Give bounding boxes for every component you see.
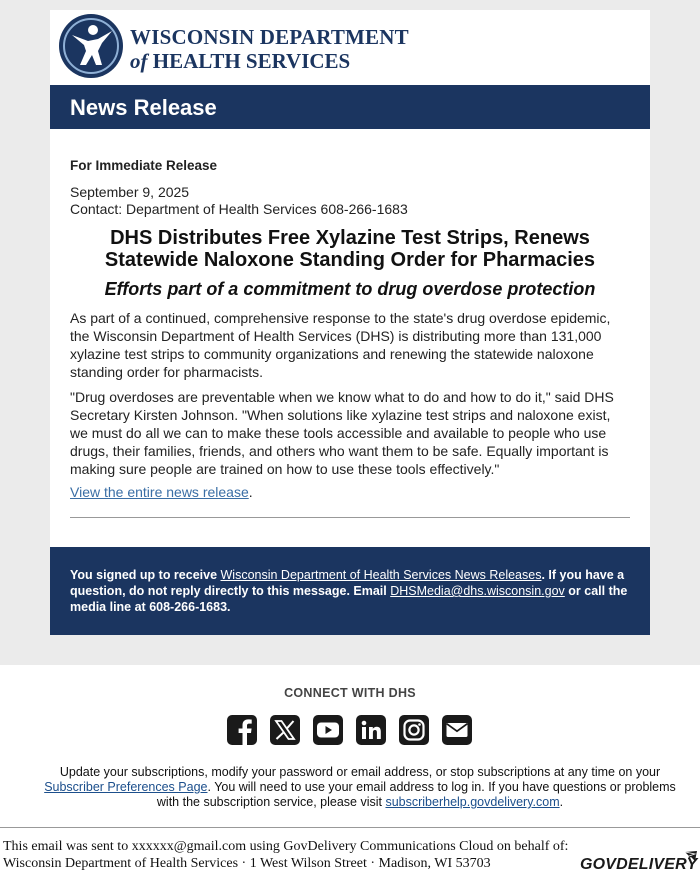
govdelivery-logo[interactable]: [580, 853, 698, 877]
content-divider: [70, 517, 630, 518]
subscription-notice-box: [50, 547, 650, 635]
govdelivery-logo-text: GOVDELIVERY: [580, 856, 698, 873]
logo-text-of: of: [130, 49, 148, 73]
subscriber-help-link[interactable]: subscriberhelp.govdelivery.com: [385, 795, 560, 809]
body-paragraph-1: As part of a continued, comprehensive response to the state's drug overdose epidemic, the Wisconsin Department of Health Services (DHS) is distributing more than 131,000 xylazine test strips to community organizations and renewing the statewide naloxone standing order for pharmacists.: [70, 310, 611, 380]
x-icon[interactable]: [269, 714, 301, 746]
logo-text-line2: [130, 49, 350, 74]
manage-text-3: .: [559, 795, 564, 809]
body-paragraph-2: "Drug overdoses are preventable when we know what to do and how to do it," said DHS Secretary Kirsten Johnson. "When solutions like xylazine test strips and naloxone exist, we must do all we can to make these tools accessible and available to people who use drugs, their families, friends, and others who want them to be safe. Equally important is making sure people are trained on how to use these tools effectively.": [70, 389, 614, 477]
logo-text-line1: WISCONSIN DEPARTMENT: [130, 25, 409, 49]
view-link-suffix: .: [248, 484, 253, 500]
sent-to-disclaimer: This email was sent to xxxxxx@gmail.com using GovDelivery Communications Cloud on behalf of: Wisconsin Department of Health Services · 1 West Wilson Street · Madison, WI 53703: [3, 839, 569, 871]
release-subheadline: Efforts part of a commitment to drug overdose protection: [104, 279, 596, 299]
linkedin-icon[interactable]: [355, 714, 387, 746]
facebook-icon[interactable]: [226, 714, 258, 746]
dhs-media-email-link[interactable]: DHSMedia@dhs.wisconsin.gov: [390, 584, 565, 598]
notice-text-3: or call the media line at 608-266-1683.: [70, 584, 628, 614]
release-headline: DHS Distributes Free Xylazine Test Strips, Renews Statewide Naloxone Standing Order for Pharmacies: [104, 227, 596, 271]
manage-text-1: Update your subscriptions, modify your password or email address, or stop subscriptions at any time on your: [59, 765, 661, 779]
view-entire-release-link[interactable]: View the entire news release: [70, 484, 249, 500]
banner-title: News Release: [70, 95, 217, 120]
manage-subscription-text: [40, 765, 680, 810]
manage-text-2: . You will need to use your email address to log in. If you have questions or problems with the subscription service, please visit: [156, 780, 676, 809]
release-contact: Contact: Department of Health Services 608-266-1683: [70, 201, 408, 217]
news-releases-subscription-link[interactable]: Wisconsin Department of Health Services News Releases: [220, 568, 542, 582]
news-release-banner: [50, 85, 650, 129]
youtube-icon[interactable]: [312, 714, 344, 746]
email-icon[interactable]: [441, 714, 473, 746]
view-release-line: [70, 483, 630, 501]
bottom-divider: [0, 827, 700, 828]
dhs-logo-mark-icon: [58, 13, 124, 79]
notice-text-1: You signed up to receive: [70, 568, 221, 582]
connect-with-dhs-title: CONNECT WITH DHS: [284, 686, 416, 700]
social-links: [226, 714, 476, 746]
notice-text-2: . If you have a question, do not reply directly to this message. Email: [70, 568, 625, 598]
logo-text-health-services: HEALTH SERVICES: [152, 49, 351, 73]
email-card: [50, 10, 650, 635]
subscription-notice-text: [70, 567, 632, 615]
subscriber-preferences-link[interactable]: Subscriber Preferences Page: [44, 780, 208, 794]
dhs-logo[interactable]: [58, 13, 409, 79]
for-immediate-release-label: For Immediate Release: [70, 158, 218, 173]
govdelivery-envelope-icon: [684, 850, 698, 862]
instagram-icon[interactable]: [398, 714, 430, 746]
release-date: September 9, 2025: [70, 184, 190, 200]
